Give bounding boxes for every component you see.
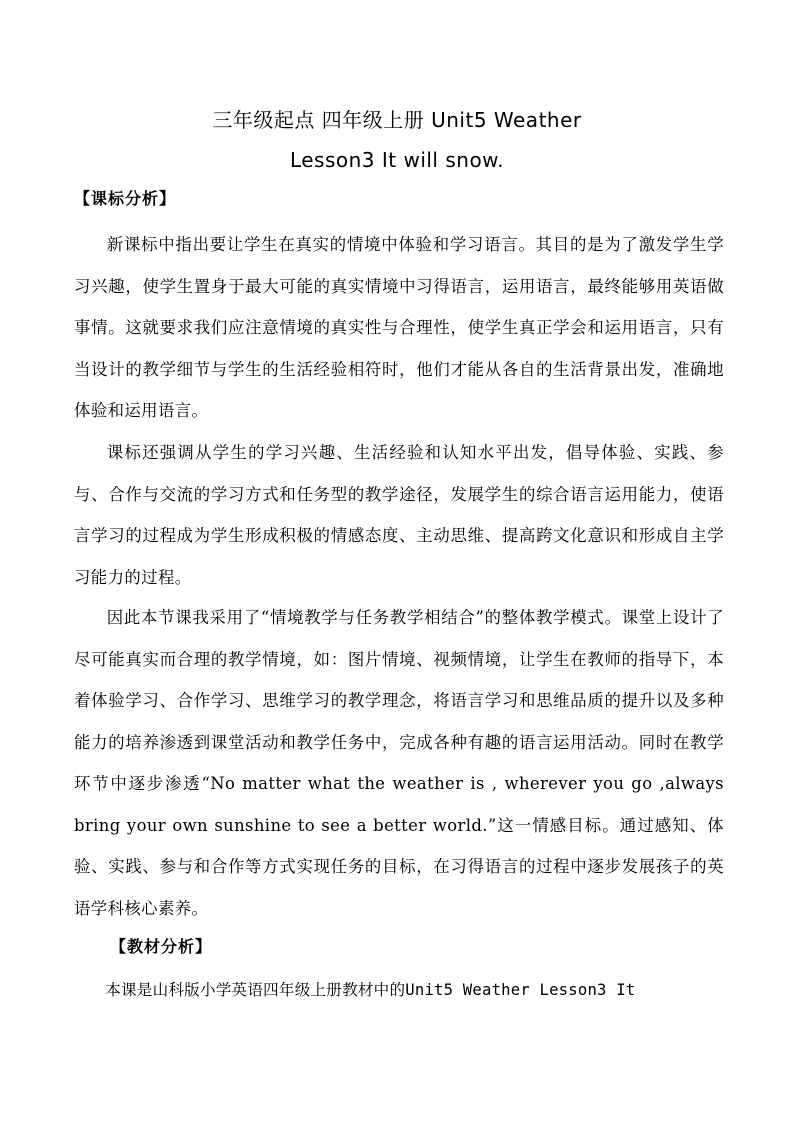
paragraph-1: 新课标中指出要让学生在真实的情境中体验和学习语言。其目的是为了激发学生学习兴趣，使学生置身于最大可能的真实情境中习得语言，运用语言，最终能够用英语做事情。这就要求我们应注意情境的真实性与合理性，使学生真正学会和运用语言，只有当设计的教学细节与学生的生活经验相符时，他们才能从各自的生活背景出发，准确地体验和运用语言。 (74, 235, 724, 420)
lesson-title: Lesson3 It will snow. (289, 148, 505, 172)
paragraph-3: 因此本节课我采用了“情境教学与任务教学相结合”的整体教学模式。课堂上设计了尽可能真实而合理的教学情境，如：图片情境、视频情境，让学生在教师的指导下，本着体验学习、合作学习、思维学习的教学理念，将语言学习和思维品质的提升以及多种能力的培养渗透到课堂活动和教学任务中，完成各种有趣的语言运用活动。同时在教学环节中逐步渗透“No matter what the weather is , wherever you go ,always bring your own sunshine to see a better world.”这一情感目标。通过感知、体验、实践、参与和合作等方式实现任务的目标，在习得语言的过程中逐步发展孩子的英语学科核心素养。 (74, 608, 724, 918)
section-heading-curriculum-analysis: 【课标分析】 (74, 189, 177, 208)
paragraph-textbook-analysis: 本课是山科版小学英语四年级上册教材中的Unit5 Weather Lesson3 It (105, 981, 636, 999)
paragraph-2: 课标还强调从学生的学习兴趣、生活经验和认知水平出发，倡导体验、实践、参与、合作与交流的学习方式和任务型的教学途径，发展学生的综合语言运用能力，使语言学习的过程成为学生形成积极的情感态度、主动思维、提高跨文化意识和形成自主学习能力的过程。 (74, 443, 724, 587)
section-heading-textbook-analysis: 【教材分析】 (110, 937, 213, 956)
document-title: 三年级起点 四年级上册 Unit5 Weather (212, 108, 582, 132)
